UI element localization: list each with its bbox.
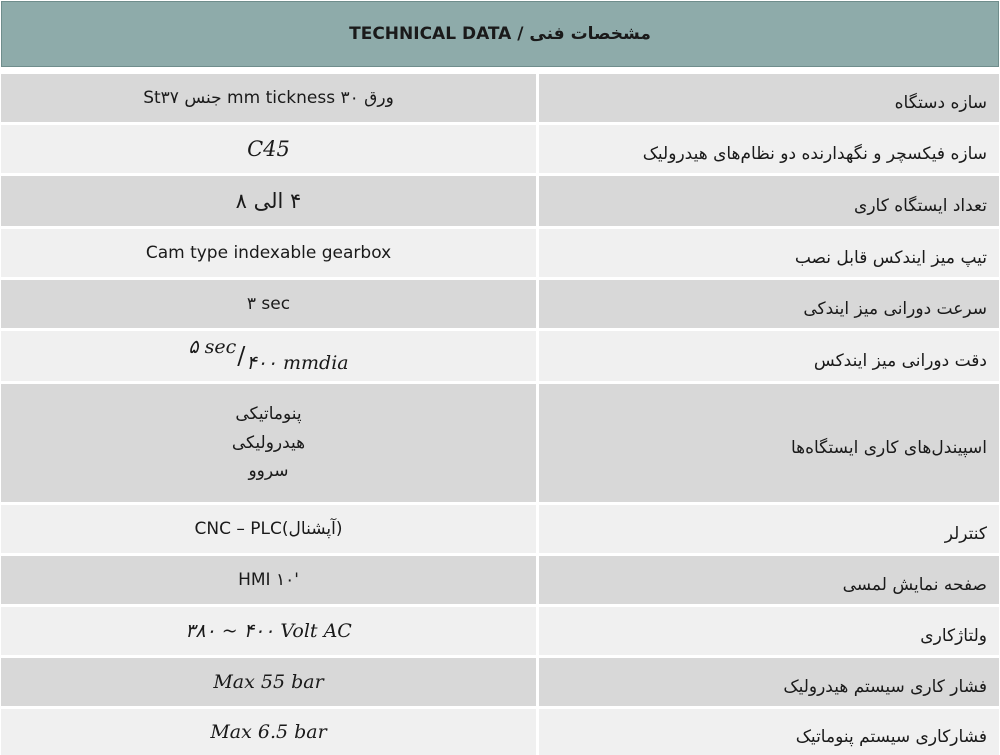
value-cell	[1, 229, 539, 277]
value-cell	[1, 125, 539, 173]
frame-value: ورق ۳۰ mm tickness جنس St۳۷	[143, 88, 394, 108]
table-title: مشخصات فنی / TECHNICAL DATA	[349, 24, 651, 44]
touch-screen-value: HMI ۱۰'	[238, 570, 299, 590]
spindle-type-hydraulic: هیدرولیکی	[231, 432, 306, 453]
technical-data-table	[1, 1, 999, 749]
label-cell	[539, 658, 999, 706]
table-row	[1, 502, 999, 553]
table-row	[1, 381, 999, 502]
rotation-accuracy-label: دقت دورانی میز ایندکس	[813, 351, 987, 371]
label-cell	[539, 280, 999, 328]
label-cell	[539, 125, 999, 173]
label-cell	[539, 331, 999, 381]
label-cell	[539, 176, 999, 226]
stations-count-label: تعداد ایستگاه کاری	[854, 196, 987, 216]
value-cell	[1, 658, 539, 706]
spindle-type-pneumatic: پنوماتیکی	[235, 404, 302, 425]
table-row	[1, 604, 999, 655]
table-row	[1, 122, 999, 173]
value-cell	[1, 505, 539, 553]
table-body	[1, 71, 999, 755]
label-cell	[539, 505, 999, 553]
rotation-speed-label: سرعت دورانی میز ایندکی	[803, 299, 987, 319]
voltage-label: ولتاژکاری	[920, 626, 987, 646]
fraction-slash: /	[237, 342, 246, 370]
table-row	[1, 328, 999, 381]
voltage-value: ۳۸۰ ~ ۴۰۰ Volt AC	[185, 620, 352, 642]
controller-label: کنترلر	[944, 524, 987, 544]
value-cell	[1, 709, 539, 755]
rotation-accuracy-denominator: ۴۰۰ mmdia	[246, 352, 349, 374]
spindle-type-servo: سروو	[248, 461, 289, 482]
label-cell	[539, 229, 999, 277]
fixture-material-label: سازه فیکسچر و نگهدارنده دو نظام‌های هیدرولیک	[642, 144, 987, 164]
table-row	[1, 655, 999, 706]
rotation-speed-value: ۳ sec	[246, 294, 291, 314]
index-table-type-value: Cam type indexable gearbox	[145, 243, 392, 263]
table-row	[1, 226, 999, 277]
value-cell	[1, 607, 539, 655]
table-header	[1, 1, 999, 67]
label-cell	[539, 607, 999, 655]
value-cell	[1, 556, 539, 604]
frame-label: سازه دستگاه	[894, 93, 987, 113]
index-table-type-label: تیپ میز ایندکس قابل نصب	[794, 248, 987, 268]
spindles-label: اسپیندل‌های کاری ایستگاه‌ها	[790, 438, 987, 458]
label-cell	[539, 384, 999, 502]
rotation-accuracy-numerator: ۵ sec	[188, 336, 237, 358]
label-cell	[539, 74, 999, 122]
fixture-material-value: C45	[247, 137, 290, 161]
label-cell	[539, 709, 999, 755]
label-cell	[539, 556, 999, 604]
value-cell	[1, 74, 539, 122]
value-cell	[1, 176, 539, 226]
rotation-accuracy-fraction	[188, 336, 349, 374]
value-cell	[1, 384, 539, 502]
hydraulic-pressure-label: فشار کاری سیستم هیدرولیک	[783, 677, 987, 697]
value-cell	[1, 280, 539, 328]
table-row	[1, 277, 999, 328]
value-cell	[1, 331, 539, 381]
touch-screen-label: صفحه نمایش لمسی	[842, 575, 987, 595]
hydraulic-pressure-value: Max 55 bar	[213, 671, 324, 693]
table-row	[1, 706, 999, 755]
table-row	[1, 71, 999, 122]
pneumatic-pressure-value: Max 6.5 bar	[210, 721, 327, 743]
table-row	[1, 173, 999, 226]
table-row	[1, 553, 999, 604]
controller-value: CNC – PLC(آپشنال)	[194, 519, 343, 539]
pneumatic-pressure-label: فشارکاری سیستم پنوماتیک	[795, 727, 987, 747]
stations-count-value: ۴ الی ۸	[235, 189, 302, 213]
